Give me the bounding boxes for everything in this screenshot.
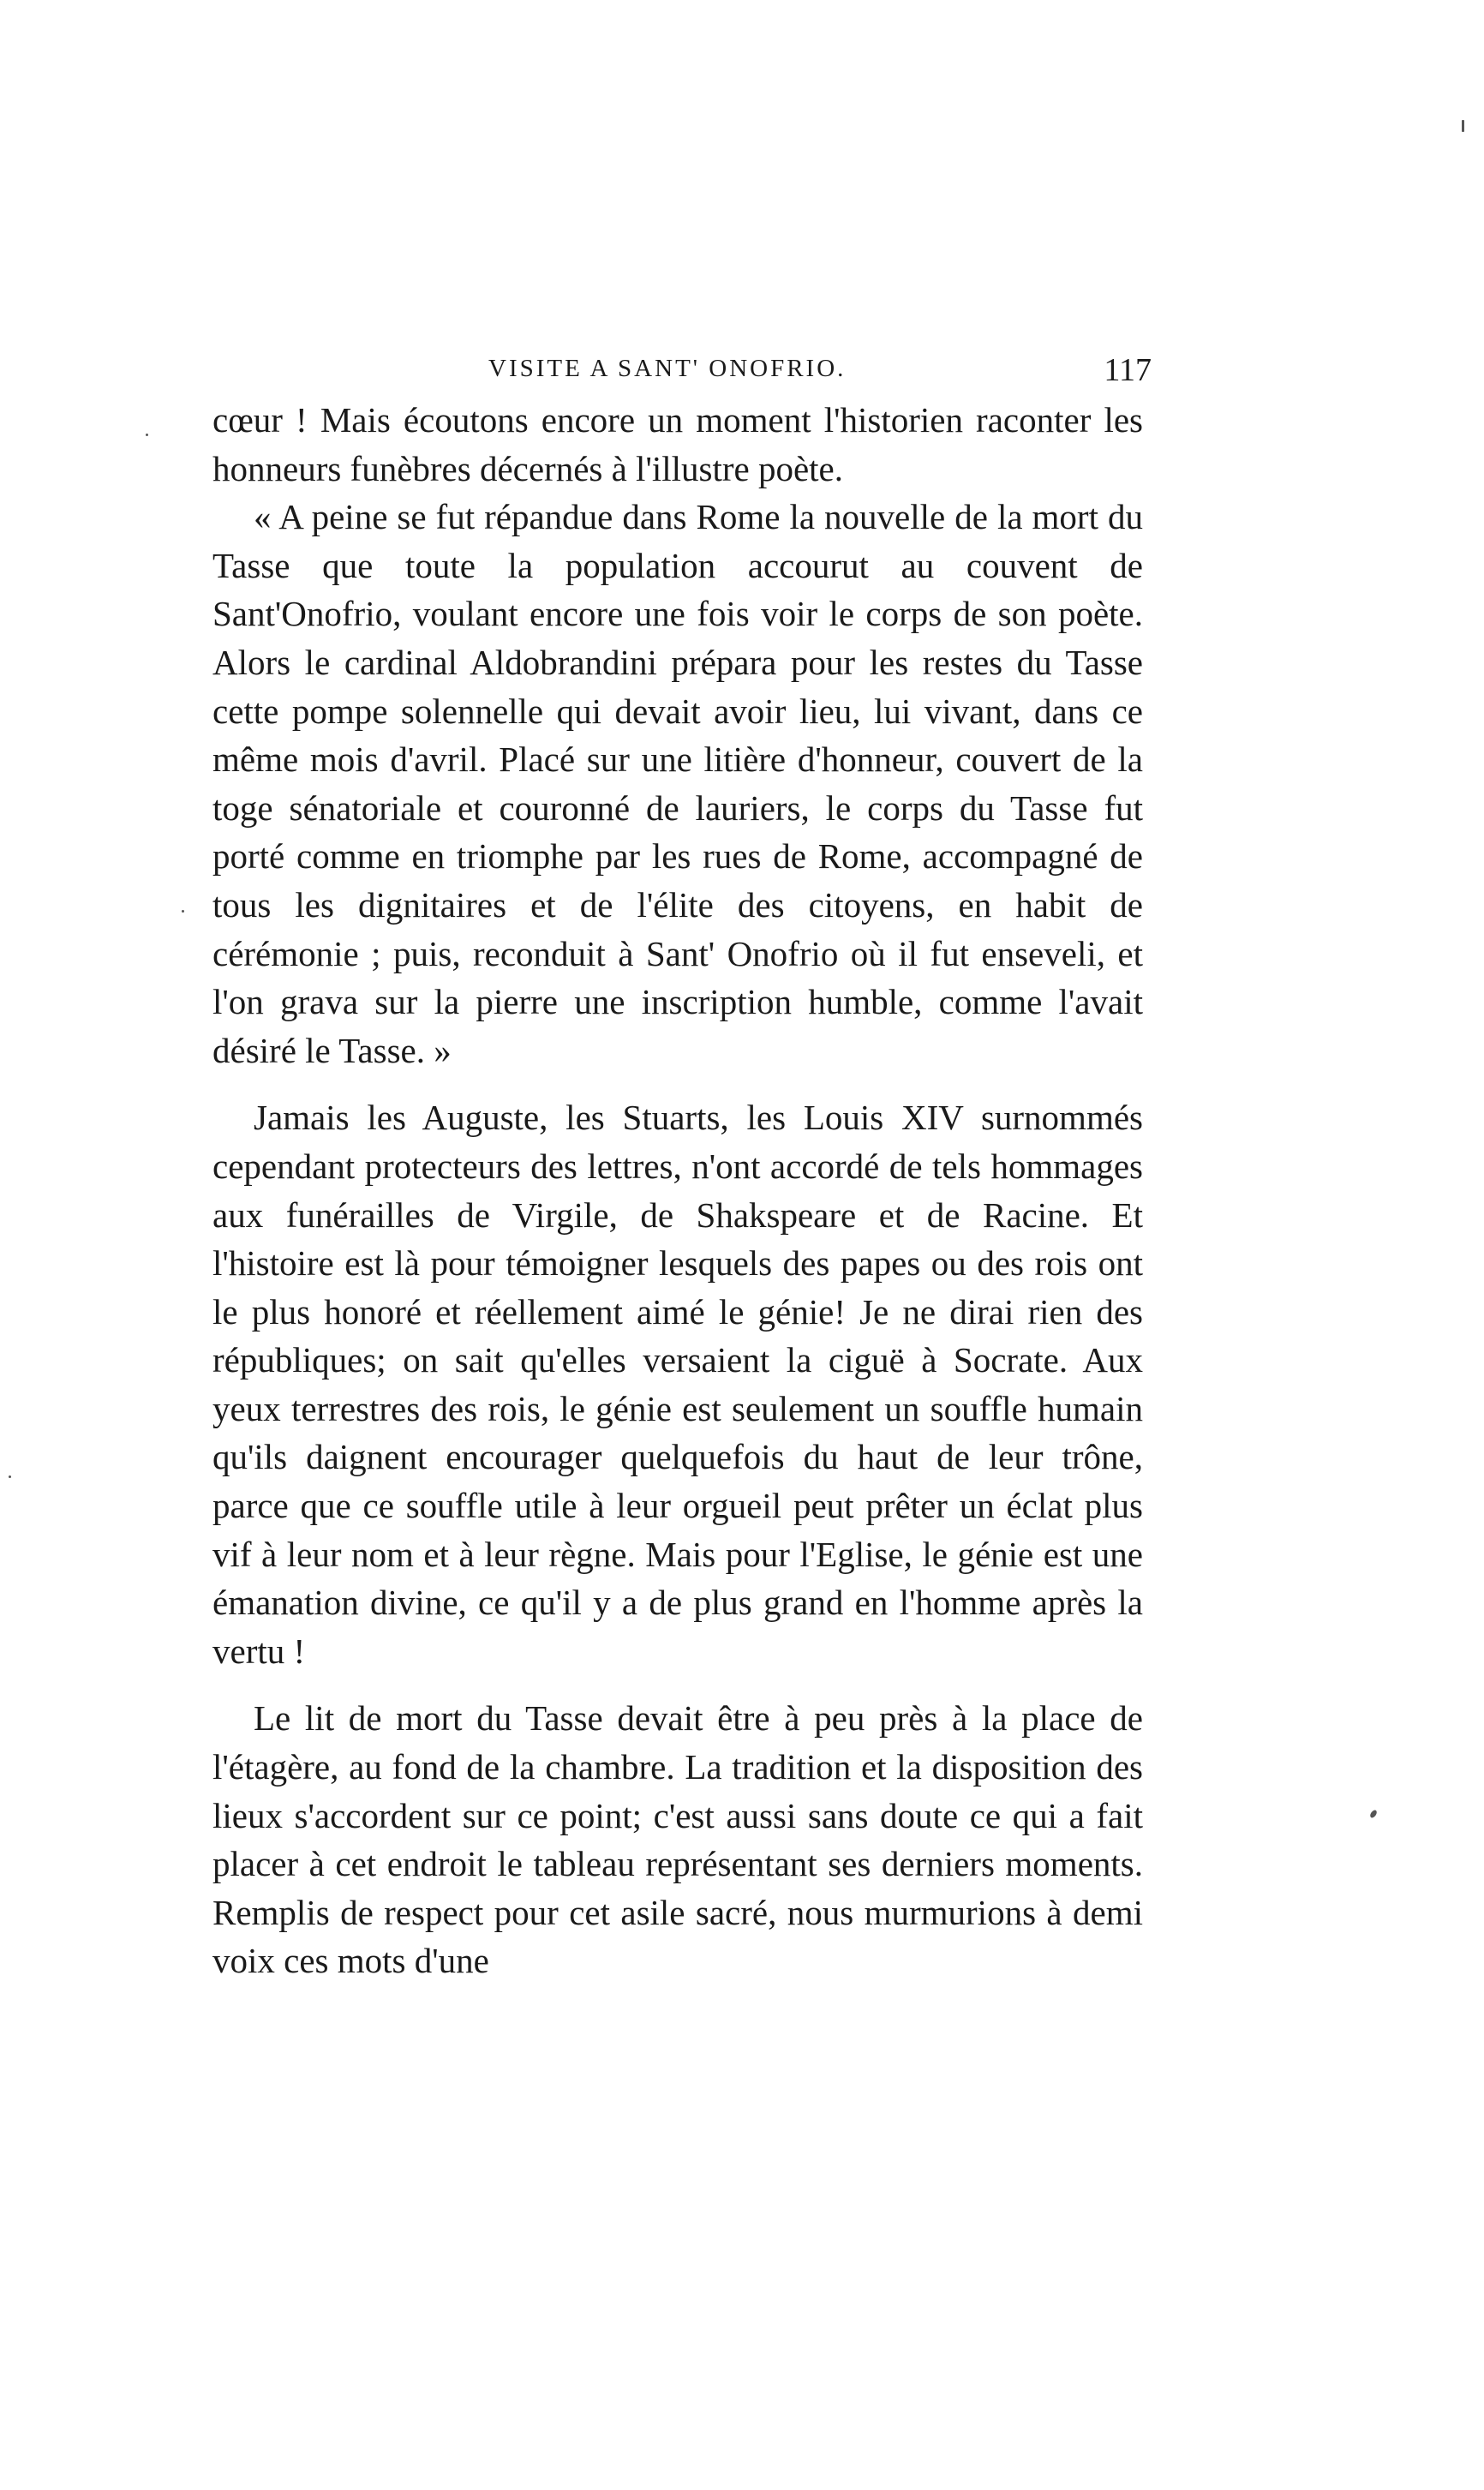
paragraph-quotation: « A peine se fut répandue dans Rome la nouvelle de la mort du Tasse que toute la population accourut au couvent de Sant'Onofrio, voulant encore une fois voir le corps de son poète. Alors le cardinal Aldobrandini prépara pour les restes du Tasse cette pompe solennelle qui devait avoir lieu, lui vivant, dans ce même mois d'avril. Placé sur une litière d'honneur, couvert de la toge sénatoriale et couronné de lauriers, le corps du Tasse fut porté comme en triomphe par les rues de Rome, accompagné de tous les dignitaires et de l'élite des citoyens, en habit de cérémonie ; puis, reconduit à Sant' Onofrio où il fut enseveli, et l'on grava sur la pierre une inscription humble, comme l'avait désiré le Tasse. » — [212, 497, 1143, 1070]
paragraph-patrons: Jamais les Auguste, les Stuarts, les Louis XIV surnommés cependant protecteurs des lettres, n'ont accordé de tels hommages aux funérailles de Virgile, de Shakspeare et de Racine. Et l'histoire est là pour témoigner lesquels des papes ou des rois ont le plus honoré et réellement aimé le génie! Je ne dirai rien des républiques; on sait qu'elles versaient la ciguë à Socrate. Aux yeux terrestres des rois, le génie est seulement un souffle humain qu'ils daignent encourager quelquefois du haut de leur trône, parce que ce souffle utile à leur orgueil peut prêter un éclat plus vif à leur nom et à leur règne. Mais pour l'Eglise, le génie est une émanation divine, ce qu'il y a de plus grand en l'homme après la vertu ! — [212, 1098, 1143, 1671]
paper-speck — [9, 1475, 11, 1478]
paper-speck — [146, 434, 148, 436]
paper-speck — [1462, 120, 1464, 132]
running-head — [212, 351, 1152, 394]
paper-speck — [1369, 1809, 1379, 1819]
paragraph-continuation: cœur ! Mais écoutons encore un moment l'historien raconter les honneurs funèbres décernés à l'illustre poète. — [212, 400, 1143, 488]
running-title: VISITE A SANT' ONOFRIO. — [488, 355, 847, 382]
paragraph-deathbed: Le lit de mort du Tasse devait être à peu près à la place de l'étagère, au fond de la chambre. La tradition et la disposition des lieux s'accordent sur ce point; c'est aussi sans doute ce qui a fait placer à cet endroit le tableau représentant ses derniers moments. Remplis de respect pour cet asile sacré, nous murmurions à demi voix ces mots d'une — [212, 1698, 1143, 1981]
paper-speck — [182, 910, 184, 913]
page-number: 117 — [1104, 352, 1152, 388]
body-text — [212, 396, 1143, 1985]
